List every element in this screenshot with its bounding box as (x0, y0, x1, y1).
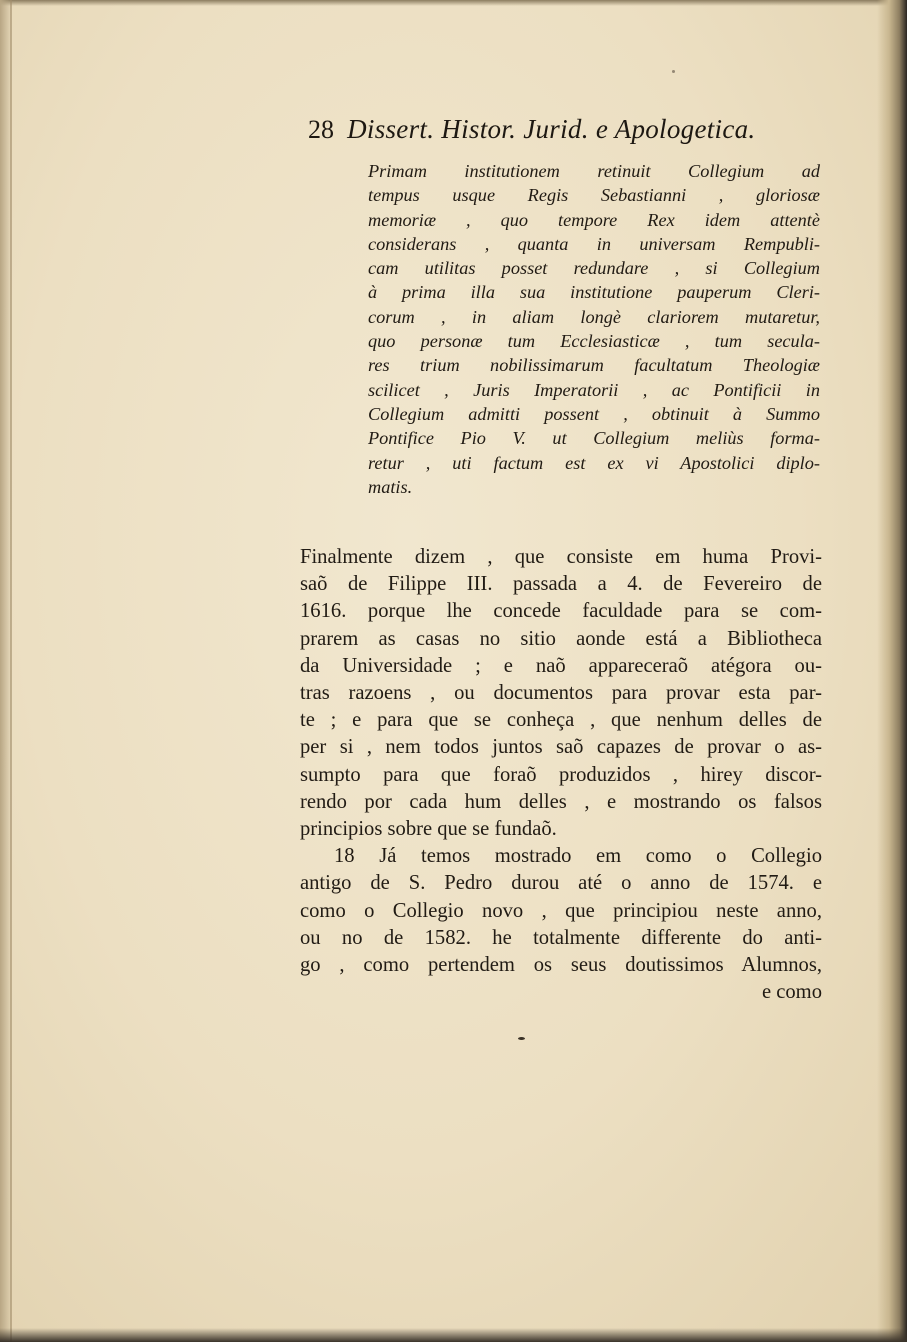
latin-line: res trium nobilissimarum facultatum Theologiæ (368, 355, 820, 376)
catchword: e como (761, 981, 822, 1004)
text-line: da Universidade ; e naõ appareceraõ atégora ou- (300, 654, 822, 677)
page-number: 28 (308, 115, 334, 144)
text-line: como o Collegio novo , que principiou neste anno, (300, 899, 822, 922)
page-right-edge (877, 0, 907, 1342)
latin-line: corum , in aliam longè clariorem mutaretur, (368, 306, 820, 327)
text-line: rendo por cada hum delles , e mostrando os falsos (300, 790, 822, 813)
latin-quotation (368, 159, 820, 499)
latin-line: Pontifice Pio V. ut Collegium meliùs forma- (368, 428, 820, 449)
ink-speck (672, 70, 675, 73)
text-line: saõ de Filippe III. passada a 4. de Fevereiro de (300, 573, 822, 596)
binding-gutter-line (10, 0, 12, 1342)
text-line: 1616. porque lhe concede faculdade para se com- (300, 600, 822, 623)
latin-line: Collegium admitti possent , obtinuit à Summo (368, 403, 820, 424)
text-line: ou no de 1582. he totalmente differente do anti- (300, 926, 822, 949)
latin-line: considerans , quanta in universam Rempubli- (368, 233, 820, 254)
latin-line: à prima illa sua institutione pauperum Cleri- (368, 282, 820, 303)
latin-line: quo personæ tum Ecclesiasticæ , tum secula- (368, 331, 820, 352)
latin-line: retur , uti factum est ex vi Apostolici diplo- (368, 452, 820, 473)
latin-line: matis. (368, 476, 413, 497)
body-text (300, 544, 822, 1006)
text-line: prarem as casas no sitio aonde está a Bibliotheca (300, 627, 822, 650)
page-bottom-edge (0, 1328, 907, 1342)
text-line: sumpto para que foraõ produzidos , hirey discor- (300, 763, 822, 786)
ink-speck (518, 1037, 525, 1040)
text-line: go , como pertendem os seus doutissimos Alumnos, (300, 954, 822, 977)
text-line: antigo de S. Pedro durou até o anno de 1574. e (300, 872, 822, 895)
text-line: per si , nem todos juntos saõ capazes de provar o as- (300, 736, 822, 759)
latin-line: scilicet , Juris Imperatorii , ac Pontificii in (368, 379, 820, 400)
text-line: tras razoens , ou documentos para provar esta par- (300, 682, 822, 705)
running-head (308, 114, 808, 154)
text-line: principios sobre que se fundaõ. (300, 818, 557, 841)
latin-line: memoriæ , quo tempore Rex idem attentè (368, 209, 820, 230)
latin-line: Primam institutionem retinuit Collegium ad (368, 161, 820, 181)
text-line: Finalmente dizem , que consiste em huma Provi- (300, 546, 822, 568)
running-title: Dissert. Histor. Jurid. e Apologetica. (347, 114, 756, 144)
latin-line: tempus usque Regis Sebastianni , gloriosæ (368, 185, 820, 206)
page-top-edge (0, 0, 907, 6)
latin-line: cam utilitas posset redundare , si Collegium (368, 258, 820, 279)
text-line: 18 Já temos mostrado em como o Collegio (334, 845, 822, 868)
text-line: te ; e para que se conheça , que nenhum delles de (300, 709, 822, 732)
